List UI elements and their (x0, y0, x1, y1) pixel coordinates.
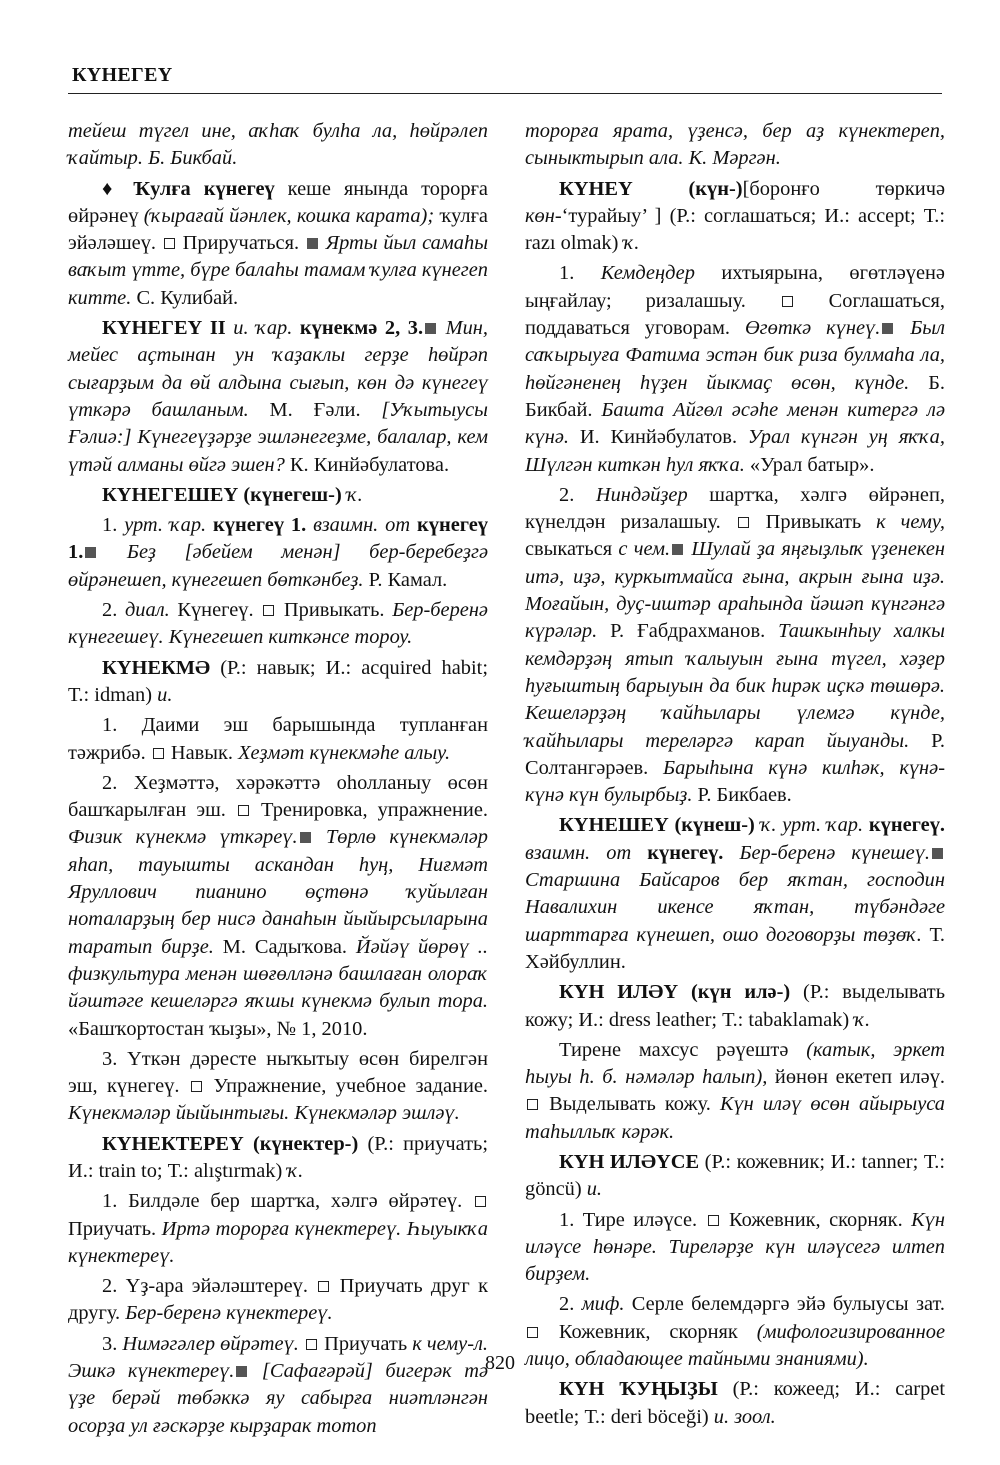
header-rule (68, 93, 942, 94)
dictionary-entry: КҮНЕКТЕРЕҮ (күнектер-) (Р.: приучать; И.: train to; Т.: alıştırmak) ҡ. (68, 1132, 488, 1182)
dictionary-entry: 2. Хеҙмәттә, хәрәкәттә оһолланыу өсөн башҡарылған эш. Тренировка, упражнение. Физик күнекмә үткәреү. Төрлө күнекмәләр яһап, тауышты аскандан һуң, Ниғмәт Яруллович пианино өҫтөнә ҡуйылған ноталарҙың бер нисә данаһын йыйырсыларына таратып бирҙе. М. Садыҡова. Йәйәү йөрөү .. физкультура менән шөғөлләнә башлаған олораҡ йәштәге кешеләргә яҡшы күнекмә булып тора. «Башҡортостан ҡыҙы», № 1, 2010. (68, 771, 489, 1040)
example-square-icon (85, 547, 96, 558)
dictionary-entry: 3. Нимәгәлер өйрәтеү. Приучать к чему-л. Эшкә күнектереү. [Сафағәрәй] бигерәк тә үҙе берәй төбәккә яу сабырға ниәтләнгән осорҙа ул ғәскәрҙе кырҙарак тотоп (68, 1332, 488, 1437)
example-square-icon (672, 544, 683, 555)
example-square-icon (425, 323, 436, 334)
example-square-icon (307, 238, 318, 249)
translation-square-icon (191, 1081, 202, 1092)
dictionary-entry: КҮН ҠУҢЫҘЫ (Р.: кожеед; И.: carpet beetle; Т.: deri böceği) и. зоол. (525, 1378, 945, 1428)
dictionary-entry: 2. Үҙ-ара эйәләштереү. Приучать друг к другу. Бер-беренә күнектереү. (68, 1275, 489, 1325)
translation-square-icon (782, 296, 793, 307)
right-column (525, 118, 945, 1434)
translation-square-icon (738, 517, 749, 528)
dictionary-entry: 1. Кемдеңдер ихтыярына, өгөтләүенә ыңғайлау; ризалашыу. Соглашаться, поддаваться уговорам. Өгөткә күнеү. Был саҡырыуға Фатима эстән бик риза булмаһа ла, һөйгәненең һүҙен йыкмаҫ өсөн, күнде. Б. Бикбай. Башта Айгөл әсәһе менән китергә лә күнә. И. Кинйәбулатов. Урал күнгән уң яҡҡа, Шүлгән киткән һул яҡҡа. «Урал батыр». (525, 262, 946, 476)
dictionary-entry: 1. Даими эш барышында тупланған тәжрибә. Навык. Хеҙмәт күнекмәһе алыу. (68, 714, 488, 764)
dictionary-entry: КҮНЕГЕҮ II и. ҡар. күнекмә 2, 3. Мин, мейес аҫтынан ун ҡаҙаклы герҙе һөйрәп сығарҙым да өй алдына сығып, көн дә күнегеү үткәрә башланым. М. Ғәли. [Уҡытыусы Ғәлиә:] Күнегеүҙәрҙе эшләнегеҙме, балалар, кем үтәй алманы өйгә эшен? К. Кинйәбулатова. (68, 317, 488, 476)
translation-square-icon (527, 1327, 538, 1338)
dictionary-entry: Тирене махсус рәүештә (катык, эркет һыуы һ. б. нәмәләр һалып), йөнөн екетеп иләү. Выделывать кожу. Күн иләү өсөн айырыуса таһыллыҡ кәрәк. (525, 1038, 945, 1143)
dictionary-entry: 3. Үткән дәресте ныҡытыу өсөн бирелгән эш, күнегеү. Упражнение, учебное задание. Күнекмәләр йыйынтығы. Күнекмәләр эшләү. (68, 1047, 489, 1125)
dictionary-entry: 2. Ниндәйҙер шартҡа, хәлгә өйрәнеп, күнелдән ризалашыу. Привыкать к чему, свыкаться с чем. Шулай ҙа яңғыҙлыҡ үҙенекен итә, иҙә, куркытмайса ғына, акрын ғына иҙә. Моғайын, дуҫ-иштәр араһында йәшәп күнгәнгә күрәләр. Р. Ғабдрахманов. Ташкынһыу халкы кемдәрҙәң ятып ҡалыуын ғына түгел, хәҙер һуғыштың барыуын да бик һирәк иҫкә төшөрә. Кешеләрҙәң ҡайһылары үлемгә күнде, ҡайһылары тереләргә карап йыуанды. Р. Солтангәрәев. Барыһына күнә килһәк, күнә-күнә күн булырбыҙ. Р. Бикбаев. (525, 483, 946, 807)
dictionary-entry: ♦ Ҡулға күнегеү кеше янында торорға өйрәнеү (ҡырағай йәнлек, кошка карата); ҡулға эйәләшеү. Приручаться. Ярты йыл самаһы ваҡыт үтте, бүре балаһы тамам ҡулға күнегеп китте. С. Кулибай. (68, 177, 488, 309)
dictionary-entry: КҮНЕҮ (күн-)[боронғо төркичә көн-‘турайыу’ ] (Р.: соглашаться; И.: accept; Т.: razı olmak) ҡ. (525, 177, 946, 255)
translation-square-icon (238, 805, 249, 816)
example-square-icon (932, 848, 943, 859)
left-column (68, 118, 488, 1443)
dictionary-entry: КҮНЕКМӘ (Р.: навык; И.: acquired habit; Т.: idman) и. (68, 656, 488, 706)
entry-text: тейеш түгел ине, аҡһаҡ булһа ла, һөйрәлеп ҡайтыр. Б. Бикбай. (68, 120, 488, 170)
dictionary-entry: КҮНЕГЕШЕҮ (күнегеш-) ҡ. (102, 483, 363, 506)
example-square-icon (300, 832, 311, 843)
example-square-icon (882, 323, 893, 334)
dictionary-entry: КҮНЕШЕҮ (күнеш-) ҡ. урт. ҡар. күнегеү. взаимн. от күнегеү. Бер-беренә күнешеү. Старшина Байсаров бер яҡтан, господин Навалихин икенсе яҡтан, түбәндәге шарттарға күнешеп, ошо договорҙы төҙөҡ. Т. Хәйбуллин. (525, 814, 945, 973)
dictionary-entry: КҮН ИЛӘҮСЕ (Р.: кожевник; И.: tanner; Т.: göncü) и. (525, 1150, 945, 1201)
running-header: КҮНЕГЕҮ (72, 64, 173, 86)
translation-square-icon (708, 1215, 719, 1226)
translation-square-icon (164, 238, 175, 249)
dictionary-entry: 1. Тире иләүсе. Кожевник, скорняк. Күн иләүсе һөнәре. Тиреләрҙе күн иләүсегә илтеп бирҙем. (525, 1208, 945, 1286)
dictionary-entry: 1. урт. ҡар. күнегеү 1. взаимн. от күнегеү 1. Беҙ [әбейем менән] бер-беребеҙгә өйрәнешеп, күнегешеп бөткәнбеҙ. Р. Камал. (68, 514, 488, 591)
dictionary-entry: КҮН ИЛӘҮ (күн илә-) (Р.: выделывать кожу; И.: dress leather; Т.: tabaklamak) ҡ. (525, 981, 945, 1031)
translation-square-icon (263, 605, 274, 616)
page-number: 820 (485, 1352, 515, 1374)
translation-square-icon (306, 1339, 317, 1350)
dictionary-entry: 2. диал. Күнегеү. Привыкать. Бер-беренә күнегешеү. Күнегешеп киткәнсе тороу. (68, 599, 488, 649)
translation-square-icon (475, 1196, 486, 1207)
translation-square-icon (153, 748, 164, 759)
entry-text: торорға ярата, үҙенсә, бер аҙ күнектереп, сыныктырып ала. К. Мәргән. (525, 120, 945, 170)
translation-square-icon (318, 1281, 329, 1292)
translation-square-icon (527, 1099, 538, 1110)
dictionary-entry: 2. миф. Серле белемдәргә эйә булыусы зат. Кожевник, скорняк (мифологизированное лицо, обладающее тайными знаниями). (525, 1293, 946, 1371)
dictionary-entry: 1. Билдәле бер шартҡа, хәлгә өйрәтеү. Приучать. Иртә торорға күнектереү. Һыуыкҡа күнектереү. (68, 1190, 488, 1267)
